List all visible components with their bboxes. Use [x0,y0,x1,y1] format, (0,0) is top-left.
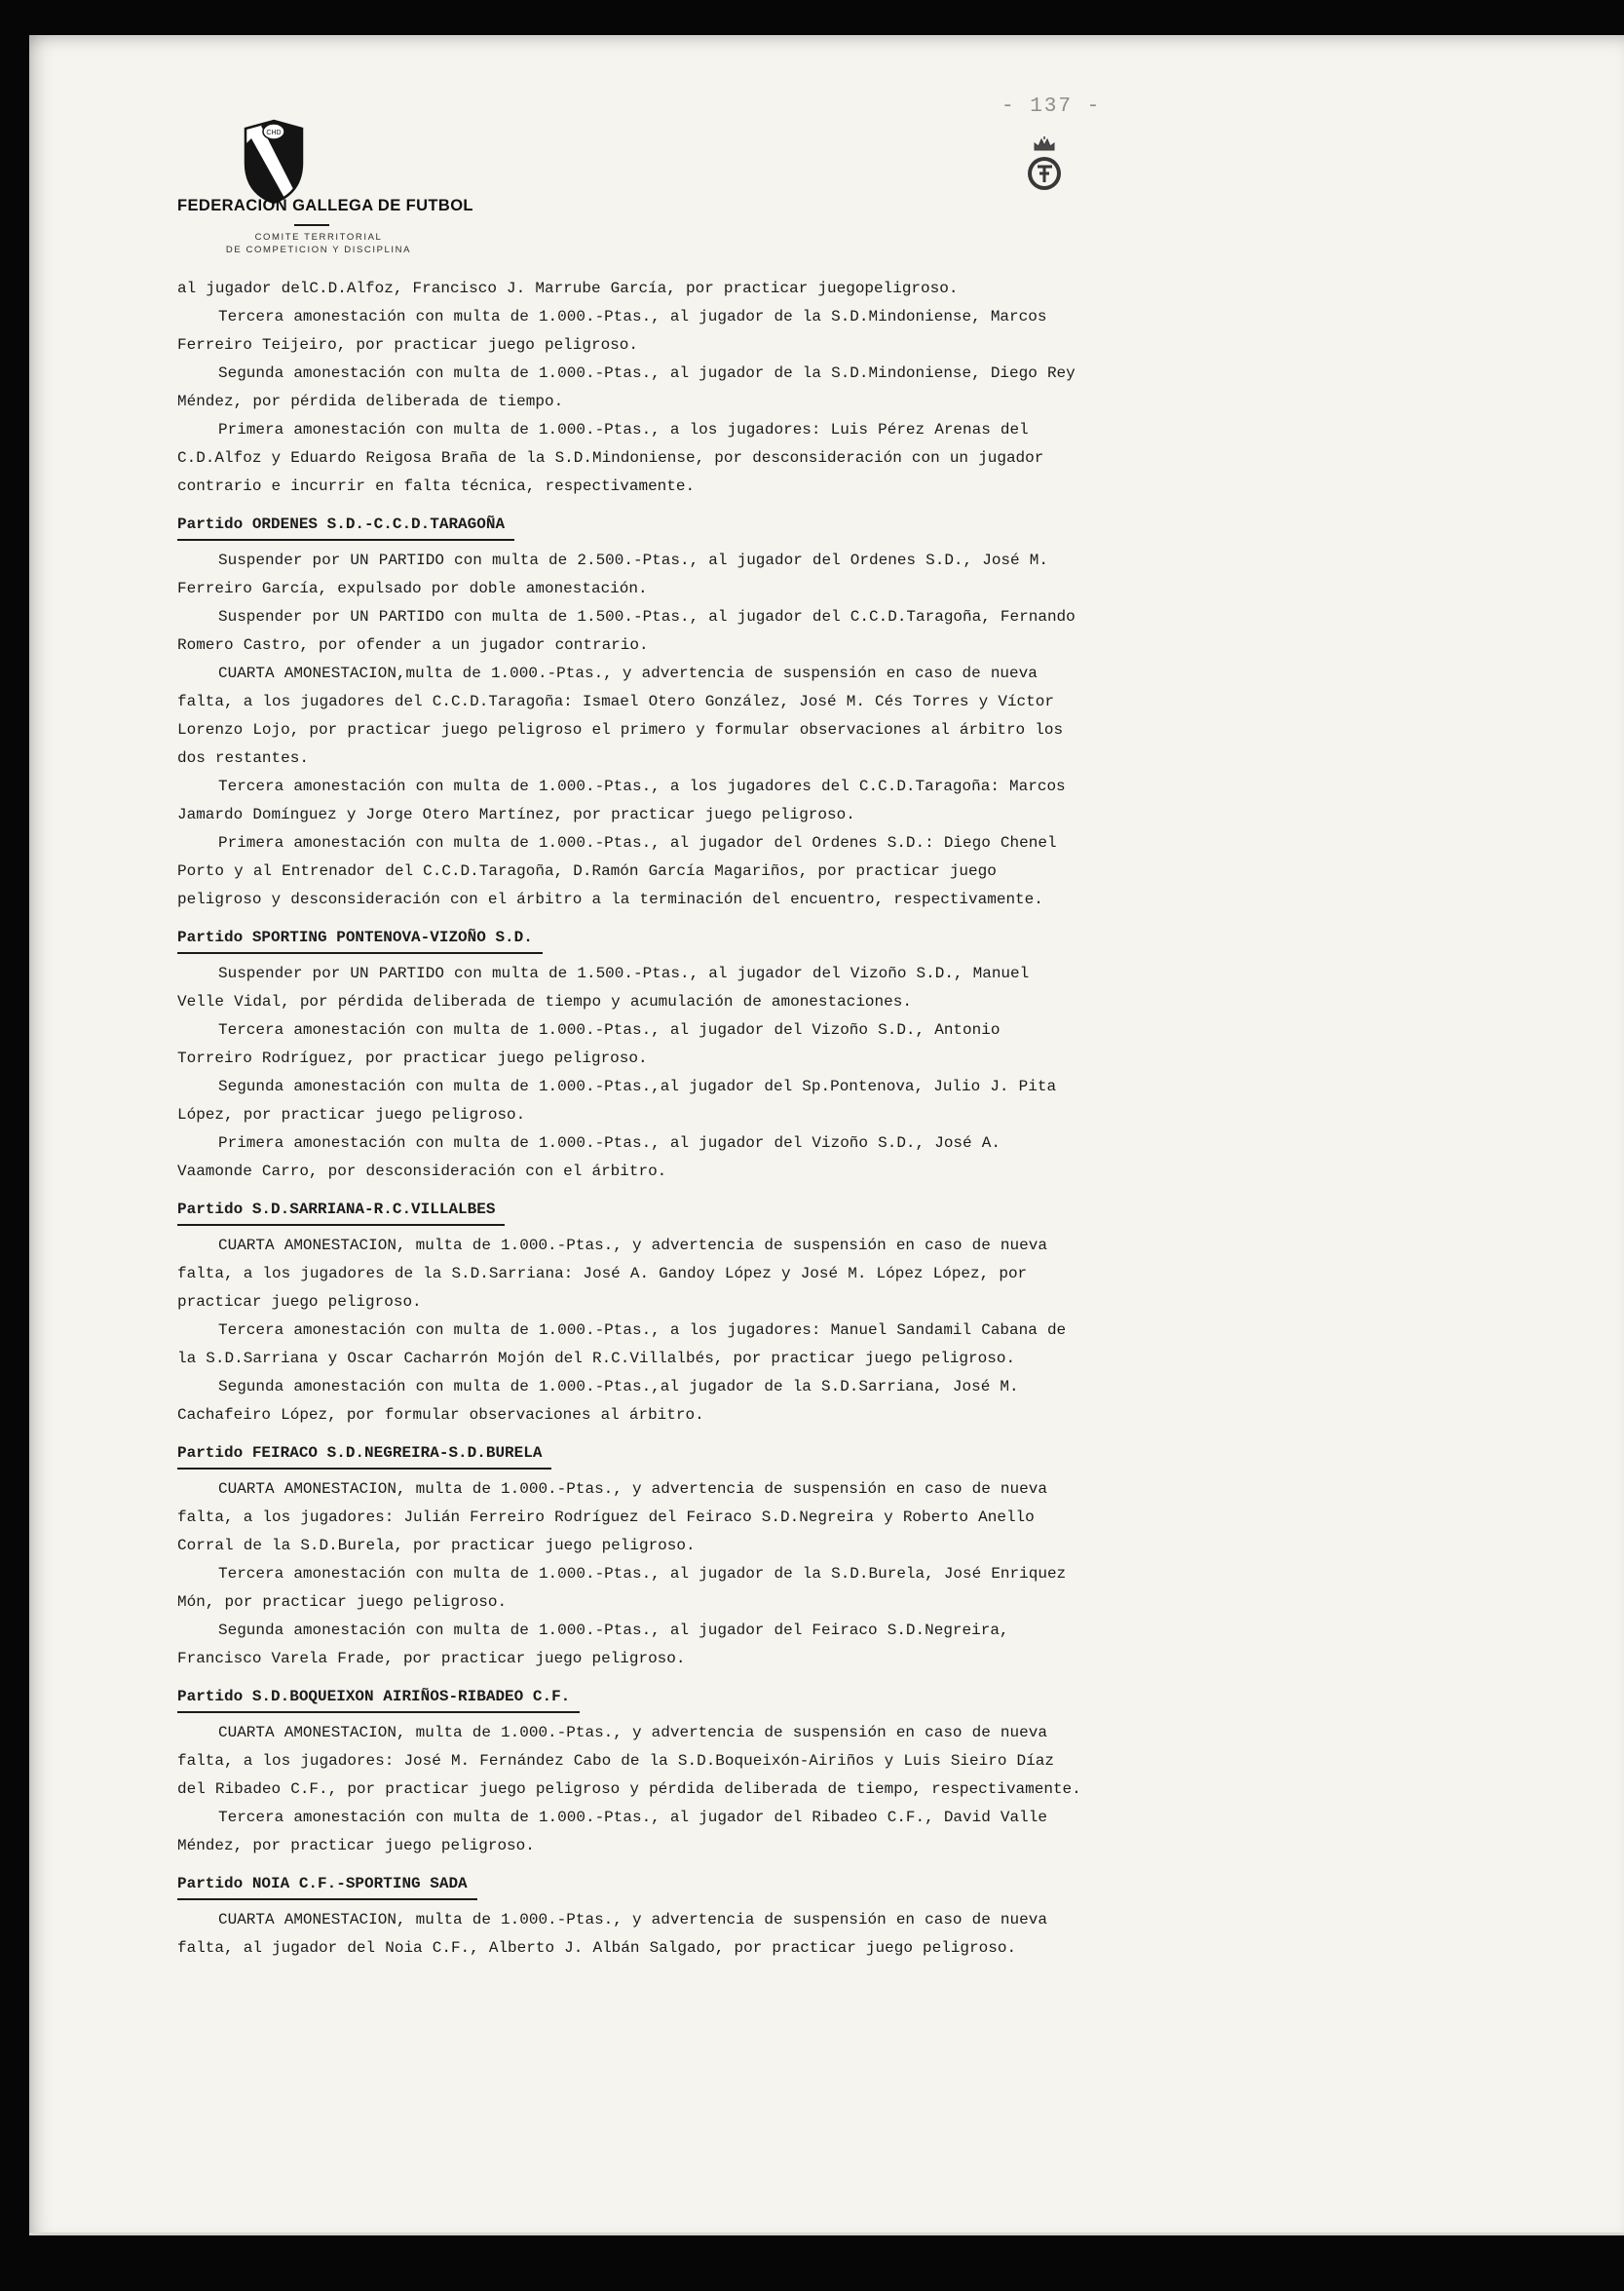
sanction-paragraph: Tercera amonestación con multa de 1.000.-Ptas., al jugador del Vizoño S.D., Antonio Torreiro Rodríguez, por practicar juego peligroso. [177,1021,1001,1067]
sanction-paragraph: Segunda amonestación con multa de 1.000.-Ptas., al jugador de la S.D.Mindoniense, Diego Rey Méndez, por pérdida deliberada de tiempo. [177,364,1076,410]
match-section-heading [177,924,1083,954]
committee-line-2: DE COMPETICION Y DISCIPLINA [225,245,412,255]
sanction-paragraph: Tercera amonestación con multa de 1.000.-Ptas., al jugador de la S.D.Burela, José Enriquez Món, por practicar juego peligroso. [177,1565,1067,1611]
match-section-heading [177,1196,1083,1226]
sanction-paragraph: CUARTA AMONESTACION, multa de 1.000.-Ptas., y advertencia de suspensión en caso de nueva falta, a los jugadores de la S.D.Sarriana: José A. Gandoy López y José M. López López, por practicar juego peligroso. [177,1237,1047,1311]
match-section-heading [177,1439,1083,1470]
document-body [177,275,1083,1963]
sanction-paragraph: al jugador delC.D.Alfoz, Francisco J. Marrube García, por practicar juegopeligroso. [177,280,959,297]
sanction-paragraph: Segunda amonestación con multa de 1.000.-Ptas.,al jugador del Sp.Pontenova, Julio J. Pita López, por practicar juego peligroso. [177,1078,1057,1124]
sanction-paragraph: Tercera amonestación con multa de 1.000.-Ptas., a los jugadores: Manuel Sandamil Cabana de la S.D.Sarriana y Oscar Cacharrón Mojón del R.C.Villalbés, por practicar juego peligroso. [177,1321,1067,1367]
match-section-heading-text: Partido S.D.SARRIANA-R.C.VILLALBES [177,1196,505,1226]
sanction-paragraph: Segunda amonestación con multa de 1.000.-Ptas.,al jugador de la S.D.Sarriana, José M. Cachafeiro López, por formular observaciones al árbitro. [177,1378,1019,1424]
page-number: - 137 - [1001,95,1102,118]
committee-block [177,231,460,256]
committee-line-1: COMITE TERRITORIAL [254,232,383,243]
scan-bottom-edge [29,2233,1624,2235]
document-page [29,35,1624,2235]
match-section-heading-text: Partido FEIRACO S.D.NEGREIRA-S.D.BURELA [177,1439,551,1470]
match-section-heading-text: Partido SPORTING PONTENOVA-VIZOÑO S.D. [177,924,543,954]
sanction-paragraph: Suspender por UN PARTIDO con multa de 1.500.-Ptas., al jugador del C.C.D.Taragoña, Fernando Romero Castro, por ofender a un jugador contrario. [177,608,1076,654]
sanction-paragraph: Tercera amonestación con multa de 1.000.-Ptas., al jugador del Ribadeo C.F., David Valle Méndez, por practicar juego peligroso. [177,1809,1047,1854]
sanction-paragraph: CUARTA AMONESTACION,multa de 1.000.-Ptas., y advertencia de suspensión en caso de nueva falta, a los jugadores del C.C.D.Taragoña: Ismael Otero González, José M. Cés Torres y Víctor Lorenzo Lojo, por practicar juego peligroso el primero y formular observaciones al árbitro los dos restantes. [177,665,1064,767]
match-section-heading-text: Partido NOIA C.F.-SPORTING SADA [177,1870,477,1900]
match-section-heading-text: Partido S.D.BOQUEIXON AIRIÑOS-RIBADEO C.F. [177,1683,580,1713]
sanction-paragraph: Segunda amonestación con multa de 1.000.-Ptas., al jugador del Feiraco S.D.Negreira, Francisco Varela Frade, por practicar juego peligroso. [177,1622,1009,1667]
sanction-paragraph: Tercera amonestación con multa de 1.000.-Ptas., a los jugadores del C.C.D.Taragoña: Marcos Jamardo Domínguez y Jorge Otero Martínez, por practicar juego peligroso. [177,778,1066,823]
svg-text:CHD: CHD [266,130,282,136]
match-section-heading [177,511,1083,541]
match-section-heading-text: Partido ORDENES S.D.-C.C.D.TARAGOÑA [177,511,514,541]
sanction-paragraph: Primera amonestación con multa de 1.000.-Ptas., al jugador del Vizoño S.D., José A. Vaamonde Carro, por desconsideración con el árbitro. [177,1134,1001,1180]
federation-shield-icon [240,117,308,207]
sanction-paragraph: Primera amonestación con multa de 1.000.-Ptas., a los jugadores: Luis Pérez Arenas del C.D.Alfoz y Eduardo Reigosa Braña de la S.D.Mindoniense, por desconsideración con un jugador contrario e incurrir en falta técnica, respectivamente. [177,421,1044,495]
sanction-paragraph: Suspender por UN PARTIDO con multa de 1.500.-Ptas., al jugador del Vizoño S.D., Manuel Velle Vidal, por pérdida deliberada de tiempo y acumulación de amonestaciones. [177,965,1030,1011]
federation-name: FEDERACION GALLEGA DE FUTBOL [177,197,473,214]
sanction-paragraph: CUARTA AMONESTACION, multa de 1.000.-Ptas., y advertencia de suspensión en caso de nueva falta, a los jugadores: Julián Ferreiro Rodríguez del Feiraco S.D.Negreira y Roberto Anello Corral de la S.D.Burela, por practicar juego peligroso. [177,1480,1047,1554]
sanction-paragraph: Primera amonestación con multa de 1.000.-Ptas., al jugador del Ordenes S.D.: Diego Chenel Porto y al Entrenador del C.C.D.Taragoña, D.Ramón García Magariños, por practicar juego peligroso y desconsideración con el árbitro a la terminación del encuentro, respectivamente. [177,834,1057,908]
sanction-paragraph: Tercera amonestación con multa de 1.000.-Ptas., al jugador de la S.D.Mindoniense, Marcos Ferreiro Teijeiro, por practicar juego peligroso. [177,308,1047,354]
sanction-paragraph: CUARTA AMONESTACION, multa de 1.000.-Ptas., y advertencia de suspensión en caso de nueva falta, a los jugadores: José M. Fernández Cabo de la S.D.Boqueixón-Airiños y Luis Sieiro Díaz del Ribadeo C.F., por practicar juego peligroso y pérdida deliberada de tiempo, respectivamente. [177,1724,1081,1798]
letterhead-divider [294,224,329,226]
match-section-heading [177,1683,1083,1713]
sanction-paragraph: Suspender por UN PARTIDO con multa de 2.500.-Ptas., al jugador del Ordenes S.D., José M. Ferreiro García, expulsado por doble amonestación. [177,552,1048,597]
match-section-heading [177,1870,1083,1900]
sanction-paragraph: CUARTA AMONESTACION, multa de 1.000.-Ptas., y advertencia de suspensión en caso de nueva falta, al jugador del Noia C.F., Alberto J. Albán Salgado, por practicar juego peligroso. [177,1911,1047,1957]
royal-federation-emblem-icon [1019,134,1070,199]
